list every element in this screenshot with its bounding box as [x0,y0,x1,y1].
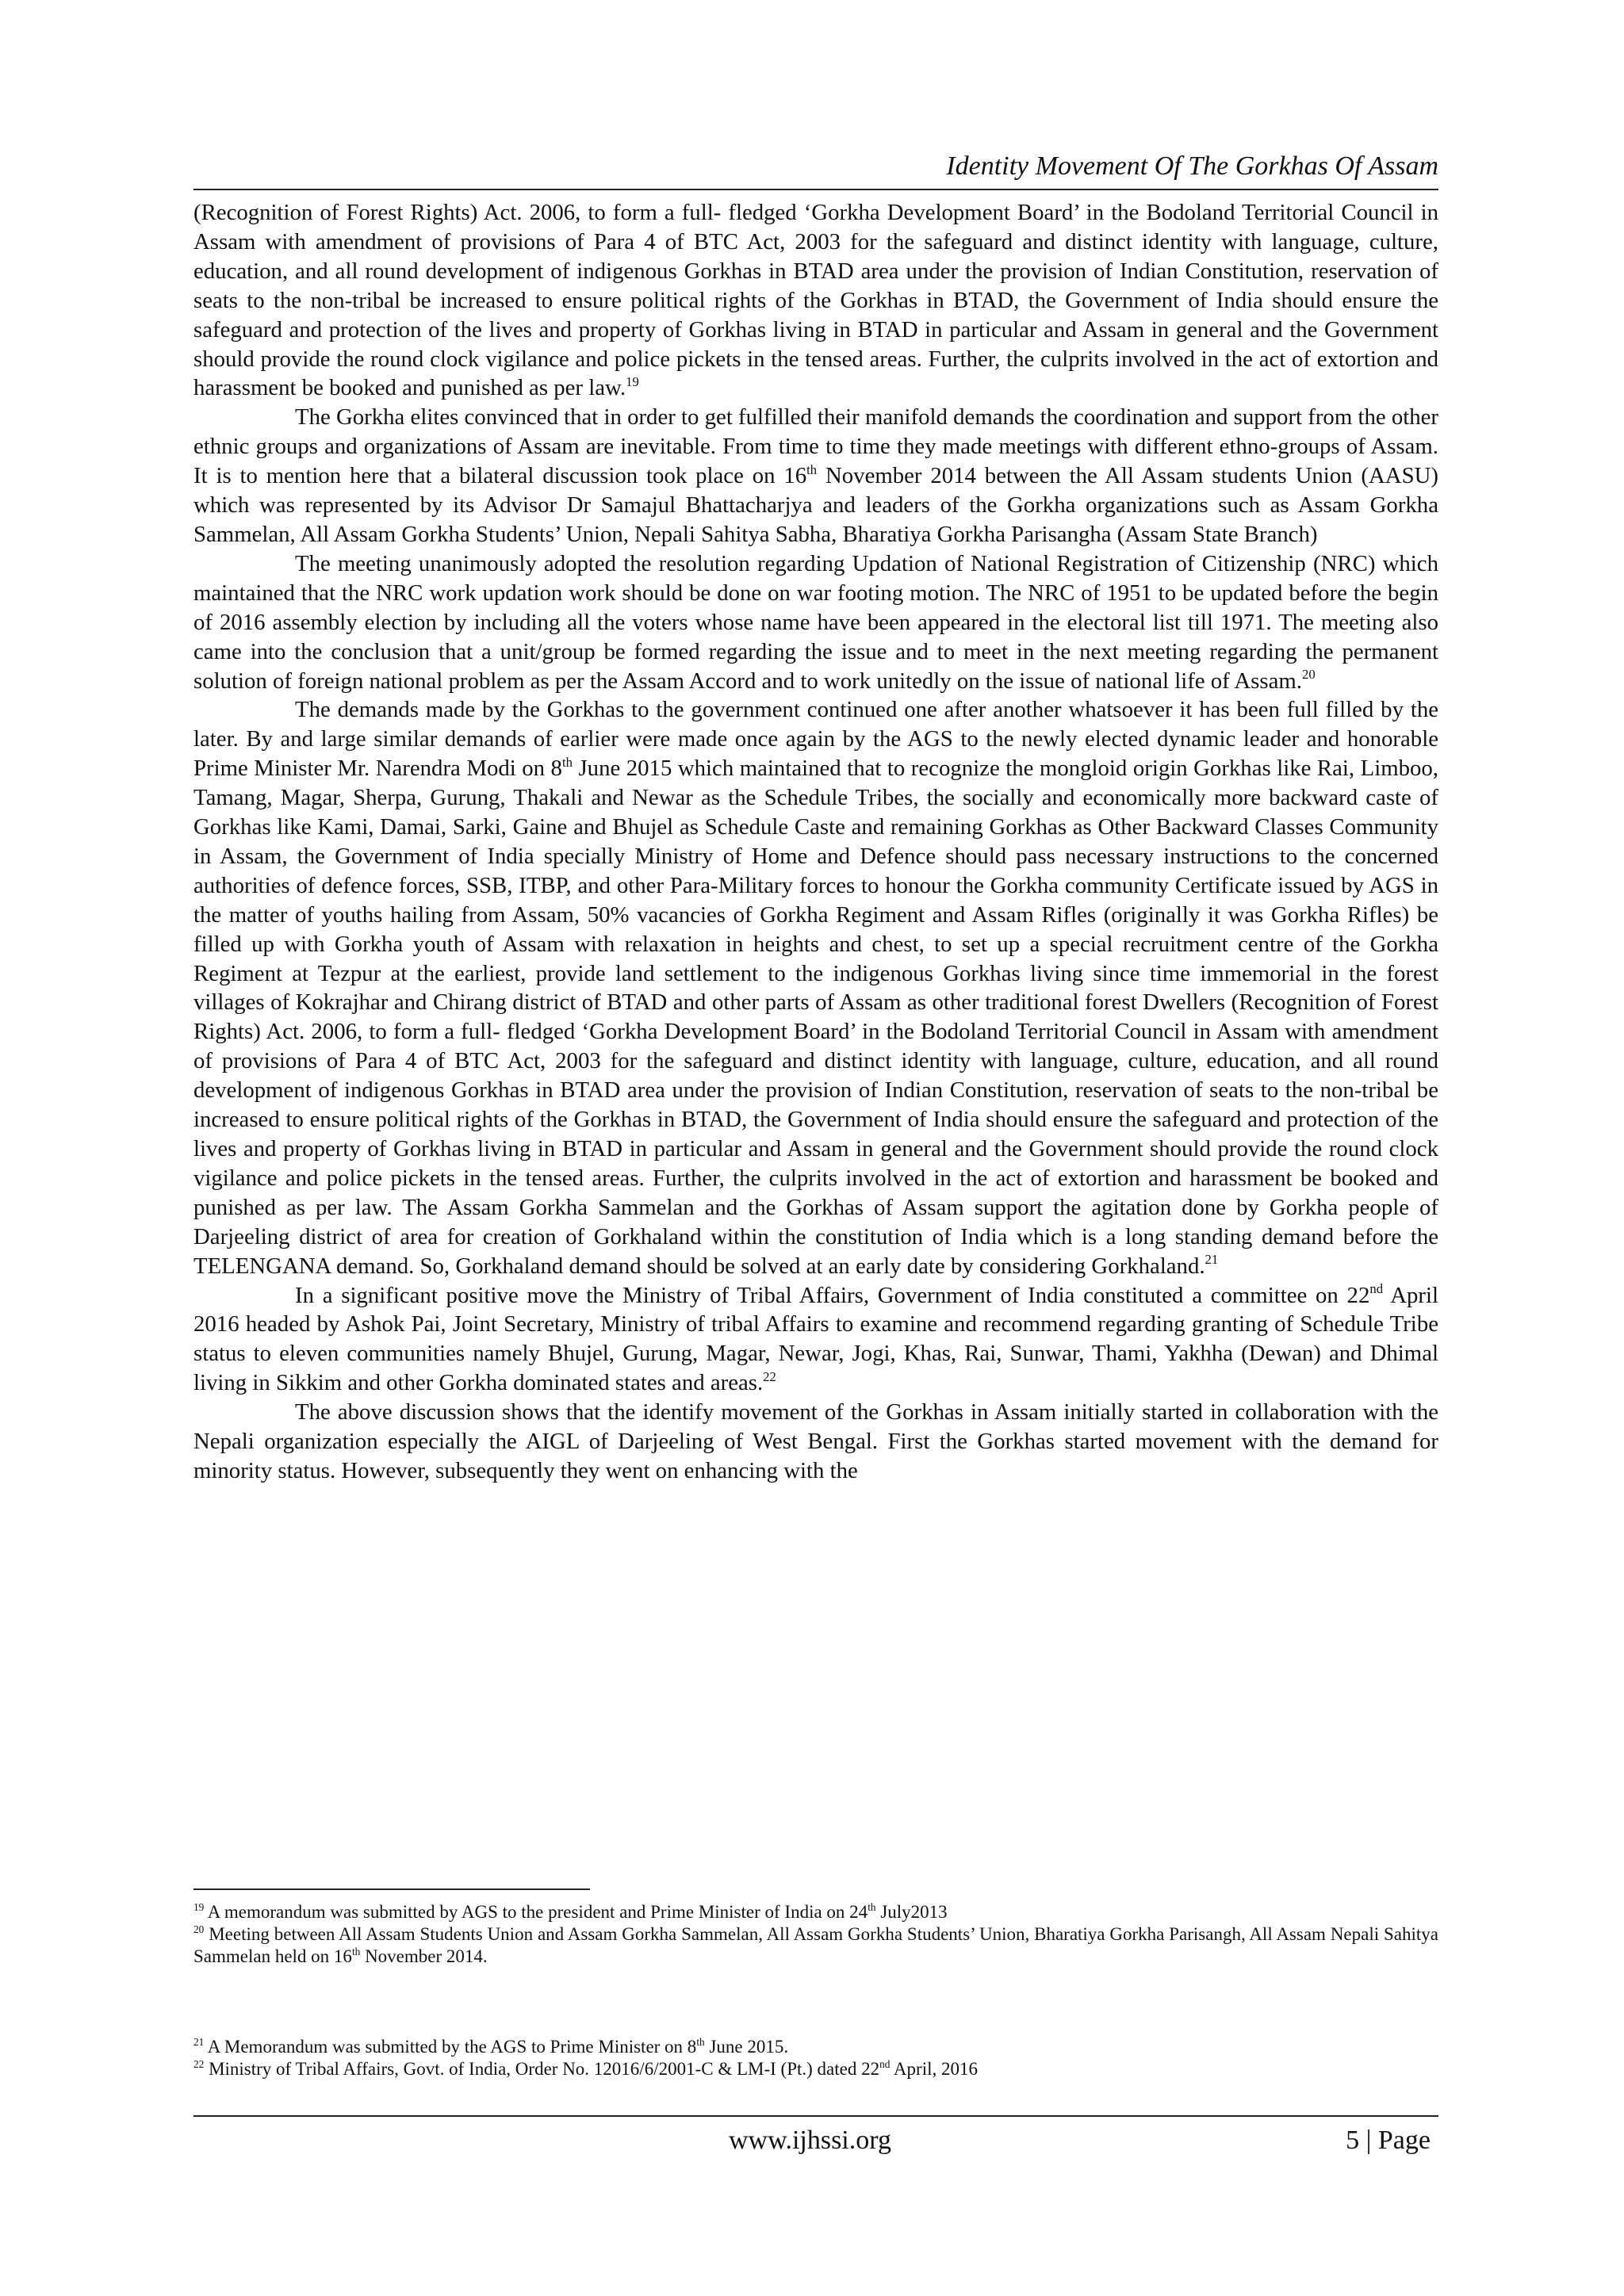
text-run: June 2015. [704,2037,789,2057]
superscript-ref: th [806,461,818,477]
text-run: Ministry of Tribal Affairs, Govt. of India, Order No. 12016/6/2001-C & LM-I (Pt.) dated 22 [204,2059,880,2079]
journal-website: www.ijhssi.org [729,2126,891,2155]
footnote [193,1923,1438,1968]
superscript-ref: nd [879,2057,891,2070]
text-run: November 2014. [360,1946,488,1966]
text-run: The above discussion shows that the identify movement of the Gorkhas in Assam initially started in collaboration with the Nepali organization especially the AIGL of Darjeeling of West Bengal. First the Gorkhas started movement with the demand for minority status. However, subsequently they went on enhancing with the [193,1399,1438,1483]
superscript-ref: 21 [193,2035,205,2048]
text-run: In a significant positive move the Ministry of Tribal Affairs, Government of India constituted a committee on 22 [295,1282,1370,1308]
footnote [193,1901,1438,1923]
text-run: April 2016 headed by Ashok Pai, Joint Secretary, Ministry of tribal Affairs to examine and recommend regarding granting of Schedule Tribe status to eleven communities namely Bhujel, Gurung, Magar, Newar, Jogi, Khas, Rai, Sunwar, Thami, Yakhha (Dewan) and Dhimal living in Sikkim and other Gorkha dominated states and areas. [193,1282,1438,1396]
footnote-separator [193,1888,590,1890]
text-run: November 2014 between the All Assam students Union (AASU) which was represented by its Advisor Dr Samajul Bhattacharjya and leaders of the Gorkha organizations such as Assam Gorkha Sammelan, All Assam Gorkha Students’ Union, Nepali Sahitya Sabha, Bharatiya Gorkha Parisangha (Assam State Branch) [193,463,1438,547]
footnote [193,2036,1438,2058]
text-run: The meeting unanimously adopted the resolution regarding Updation of National Registration of Citizenship (NRC) which maintained that the NRC work updation work should be done on war footing motion. The NRC of 1951 to be updated before the begin of 2016 assembly election by including all the voters whose name have been appeared in the electoral list till 1971. The meeting also came into the conclusion that a unit/group be formed regarding the issue and to meet in the next meeting regarding the permanent solution of foreign national problem as per the Assam Accord and to work unitedly on the issue of national life of Assam. [193,550,1438,694]
footnote [193,2058,1438,2080]
text-run: The Gorkha elites convinced that in order to get fulfilled their manifold demands the coordination and support from the other ethnic groups and organizations of Assam are inevitable. From time to time they made meetings with different ethno-groups of Assam. It is to mention here that a bilateral discussion took place on 16 [193,404,1438,489]
header-rule [193,189,1438,190]
text-run: A memorandum was submitted by AGS to the president and Prime Minister of India on 24 [204,1902,868,1922]
running-header: Identity Movement Of The Gorkhas Of Assam [946,151,1438,181]
superscript-ref: th [351,1945,361,1957]
superscript-ref: 21 [1205,1252,1219,1268]
superscript-ref: th [696,2035,705,2048]
superscript-ref: th [868,1900,876,1913]
superscript-ref: nd [1369,1281,1384,1297]
superscript-ref: 20 [193,1923,205,1935]
page [193,151,1438,1486]
footer-rule [193,2115,1438,2117]
text-run: April, 2016 [890,2059,978,2079]
superscript-ref: 20 [1301,667,1316,683]
paragraph [193,549,1438,696]
text-run: Meeting between All Assam Students Union and Assam Gorkha Sammelan, All Assam Gorkha Students’ Union, Bharatiya Gorkha Parisangh, All Assam Nepali Sahitya Sammelan held on 16 [193,1924,1438,1966]
article-body [193,198,1438,1486]
paragraph [193,1281,1438,1399]
superscript-ref: 22 [763,1368,776,1384]
text-run: (Recognition of Forest Rights) Act. 2006, to form a full- fledged ‘Gorkha Development Board’ in the Bodoland Territorial Council in Assam with amendment of provisions of Para 4 of BTC Act, 2003 for the safeguard and distinct identity with language, culture, education, and all round development of indigenous Gorkhas in BTAD area under the provision of Indian Constitution, reservation of seats to the non-tribal be increased to ensure political rights of the Gorkhas in BTAD, the Government of India should ensure the safeguard and protection of the lives and property of Gorkhas living in BTAD in particular and Assam in general and the Government should provide the round clock vigilance and police pickets in the tensed areas. Further, the culprits involved in the act of extortion and harassment be booked and punished as per law. [193,200,1438,401]
superscript-ref: 19 [626,374,639,390]
paragraph [193,198,1438,403]
text-run: A Memorandum was submitted by the AGS to Prime Minister on 8 [204,2037,697,2057]
superscript-ref: th [561,754,573,770]
footnotes-group-2 [193,2036,1438,2080]
page-number: 5 | Page [1346,2126,1431,2155]
superscript-ref: 22 [193,2057,205,2070]
paragraph [193,1398,1438,1486]
footnotes-group-1 [193,1901,1438,1968]
superscript-ref: 19 [193,1900,205,1913]
text-run: June 2015 which maintained that to recognize the mongloid origin Gorkhas like Rai, Limboo, Tamang, Magar, Sherpa, Gurung, Thakali and Newar as the Schedule Tribes, the socially and economically more backward caste of Gorkhas like Kami, Damai, Sarki, Gaine and Bhujel as Schedule Caste and remaining Gorkhas as Other Backward Classes Community in Assam, the Government of India specially Ministry of Home and Defence should pass necessary instructions to the concerned authorities of defence forces, SSB, ITBP, and other Para-Military forces to honour the Gorkha community Certificate issued by AGS in the matter of youths hailing from Assam, 50% vacancies of Gorkha Regiment and Assam Rifles (originally it was Gorkha Rifles) be filled up with Gorkha youth of Assam with relaxation in heights and chest, to set up a special recruitment centre of the Gorkha Regiment at Tezpur at the earliest, provide land settlement to the indigenous Gorkhas living since time immemorial in the forest villages of Kokrajhar and Chirang district of BTAD and other parts of Assam as other traditional forest Dwellers (Recognition of Forest Rights) Act. 2006, to form a full- fledged ‘Gorkha Development Board’ in the Bodoland Territorial Council in Assam with amendment of provisions of Para 4 of BTC Act, 2003 for the safeguard and distinct identity with language, culture, education, and all round development of indigenous Gorkhas in BTAD area under the provision of Indian Constitution, reservation of seats to the non-tribal be increased to ensure political rights of the Gorkhas in BTAD, the Government of India should ensure the safeguard and protection of the lives and property of Gorkhas living in BTAD in particular and Assam in general and the Government should provide the round clock vigilance and police pickets in the tensed areas. Further, the culprits involved in the act of extortion and harassment be booked and punished as per law. The Assam Gorkha Sammelan and the Gorkhas of Assam support the agitation done by Gorkha people of Darjeeling district of area for creation of Gorkhaland within the constitution of India which is a long standing demand before the TELENGANA demand. So, Gorkhaland demand should be solved at an early date by considering Gorkhaland. [193,756,1438,1279]
paragraph [193,403,1438,549]
text-run: The demands made by the Gorkhas to the government continued one after another whatsoever it has been full filled by the later. By and large similar demands of earlier were made once again by the AGS to the newly elected dynamic leader and honorable Prime Minister Mr. Narendra Modi on 8 [193,697,1438,782]
paragraph [193,695,1438,1280]
text-run: July2013 [875,1902,948,1922]
